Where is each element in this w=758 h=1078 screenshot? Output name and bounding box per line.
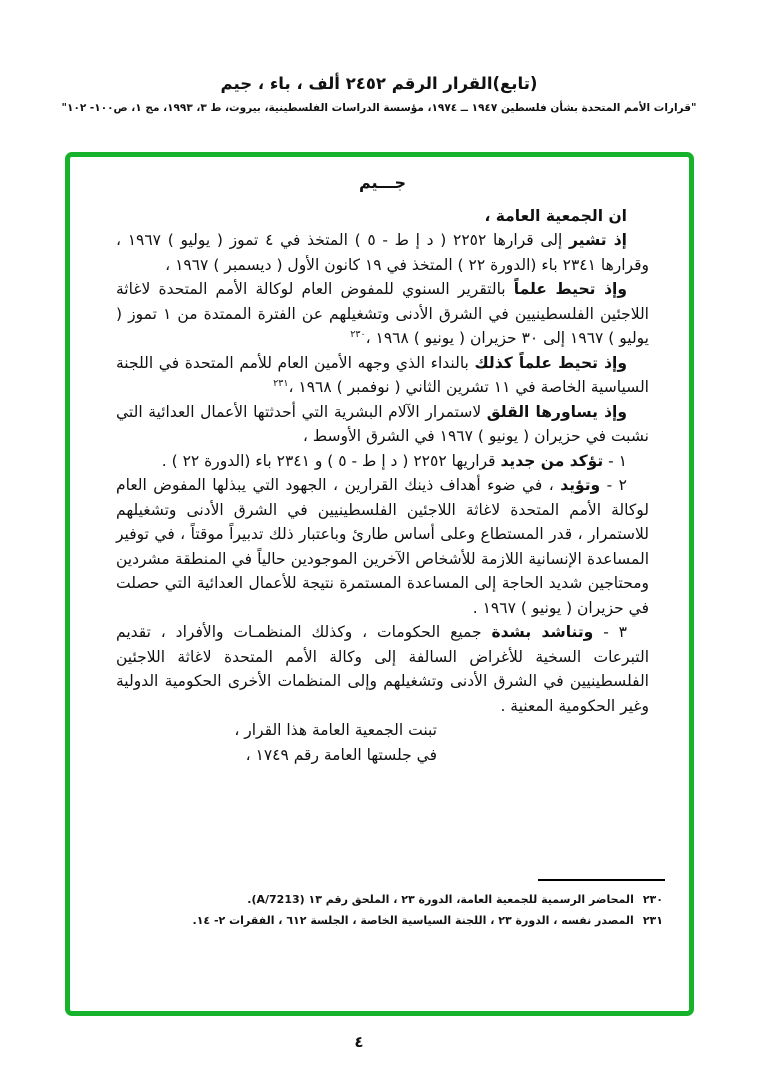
paragraph-text: بالتقرير السنوي للمفوض العام لوكالة الأمم المتحدة لاغاثة اللاجئين الفلسطينيين في الشرق الأدنى وتشغيلهم عن الفترة الممتدة من ١ تموز ( يوليو ) ١٩٦٧ إلى ٣٠ حزيران ( يونيو ) ١٩٦٨ ، xyxy=(116,280,649,347)
page-header xyxy=(0,74,758,114)
preamble-paragraph xyxy=(116,351,649,400)
paragraph-text: ، في ضوء أهداف ذينك القرارين ، الجهود التي يبذلها المفوض العام لوكالة الأمم المتحدة لاغاثة اللاجئين الفلسطينيين في الشرق الأدنى وتشغيلهم للاستمرار ، قدر المستطاع وعلى أساس طارئ وباعتبار ذلك تدبيراً موقتاً ، في توفير المساعدة الإنسانية اللازمة للأشخاص الآخرين الموجودين حالياً في المنطقة مشردين ومحتاجين شديد الحاجة إلى المساعدة المستمرة نتيجة للأعمال العدائية التي حصلت في حزيران ( يونيو ) ١٩٦٧ . xyxy=(116,476,649,617)
paragraph-lead: وإذ تحيط علماً كذلك xyxy=(474,353,627,372)
footnote-text: المصدر نفسه ، الدورة ٢٣ ، اللجنة السياسية الخاصة ، الجلسة ٦١٢ ، الفقرات ٢- ١٤. xyxy=(192,914,634,927)
paragraph-text: قراريها ٢٢٥٢ ( د إ ط - ٥ ) و ٢٣٤١ باء (الدورة ٢٢ ) . xyxy=(161,451,501,470)
operative-paragraph-3 xyxy=(116,620,649,718)
footnote-231 xyxy=(116,910,663,931)
paragraph-lead: وإذ تحيط علماً xyxy=(513,280,627,298)
footnotes-block xyxy=(116,879,663,931)
page-number: ٤ xyxy=(354,1033,364,1051)
footnote-230 xyxy=(116,889,663,910)
source-citation: "قرارات الأمم المتحدة بشأن فلسطين ١٩٤٧ ــ ١٩٧٤، مؤسسة الدراسات الفلسطينية، بيروت، ط ٣، ١٩٩٣، مج ١، ص١٠٠- ١٠٢" xyxy=(61,102,697,114)
paragraph-lead: وتناشد بشدة xyxy=(491,623,594,641)
paragraph-number: ٣ - xyxy=(593,623,627,641)
opening-line: ان الجمعية العامة ، xyxy=(484,206,627,225)
green-border-box xyxy=(65,152,694,1016)
paragraph-number: ١ - xyxy=(603,451,627,470)
paragraph-lead: تؤكد من جديد xyxy=(500,451,604,470)
paragraph-number: ٢ - xyxy=(600,476,627,494)
resolution-title: (تابع)القرار الرقم ٢٤٥٢ ألف ، باء ، جيم xyxy=(220,74,538,93)
paragraph-lead: وإذ يساورها القلق xyxy=(486,402,627,421)
paragraph-lead: وتؤيد xyxy=(560,476,601,494)
paragraph-text: لاستمرار الآلام البشرية التي أحدثتها الأعمال العدائية التي نشبت في حزيران ( يونيو ) ١٩٦٧ في الشرق الأوسط ، xyxy=(116,402,649,445)
adoption-line: تبنت الجمعية العامة هذا القرار ، xyxy=(234,721,437,739)
operative-paragraph-2 xyxy=(116,473,649,620)
adoption-line: في جلستها العامة رقم ١٧٤٩ ، xyxy=(245,745,437,764)
paragraph-text: إلى قرارها ٢٢٥٢ ( د إ ط - ٥ ) المتخذ في ٤ تموز ( يوليو ) ١٩٦٧ ، وقرارها ٢٣٤١ باء (الدورة ٢٢ ) المتخذ في ١٩ كانون الأول ( ديسمبر ) ١٩٦٧ ، xyxy=(116,231,649,274)
footnote-number: ٢٣١ xyxy=(642,914,663,927)
section-heading-jeem: جـــيم xyxy=(358,173,406,192)
paragraph-lead: إذ تشير xyxy=(568,231,627,249)
operative-paragraph-1 xyxy=(116,449,649,474)
preamble-paragraph xyxy=(116,400,649,449)
footnote-ref-231: ٢٣١ xyxy=(273,377,289,389)
footnote-divider xyxy=(538,879,665,881)
paragraph-text: جميع الحكومات ، وكذلك المنظمـات والأفراد ، تقديم التبرعات السخية للأغراض السالفة إلى وكالة الأمم المتحدة لاغاثة اللاجئين الفلسطينيين في الشرق الأدنى وتشغيلهم وإلى المنظمات الأخرى الحكومية الدولية وغير الحكومية المعنية . xyxy=(116,623,649,715)
paragraph-text: بالنداء الذي وجهه الأمين العام للأمم المتحدة في اللجنة السياسية الخاصة في ١١ تشرين الثاني ( نوفمبر ) ١٩٦٨ ، xyxy=(116,353,649,396)
adoption-lines xyxy=(116,718,649,767)
preamble-paragraph xyxy=(116,228,649,277)
footnote-ref-230: ٢٣٠ xyxy=(350,328,366,340)
footnote-text: المحاضر الرسمية للجمعية العامة، الدورة ٢٣ ، الملحق رقم ١٣ (A/7213). xyxy=(247,893,634,906)
preamble-paragraph xyxy=(116,277,649,351)
footnote-number: ٢٣٠ xyxy=(642,893,663,906)
resolution-body xyxy=(116,171,649,767)
